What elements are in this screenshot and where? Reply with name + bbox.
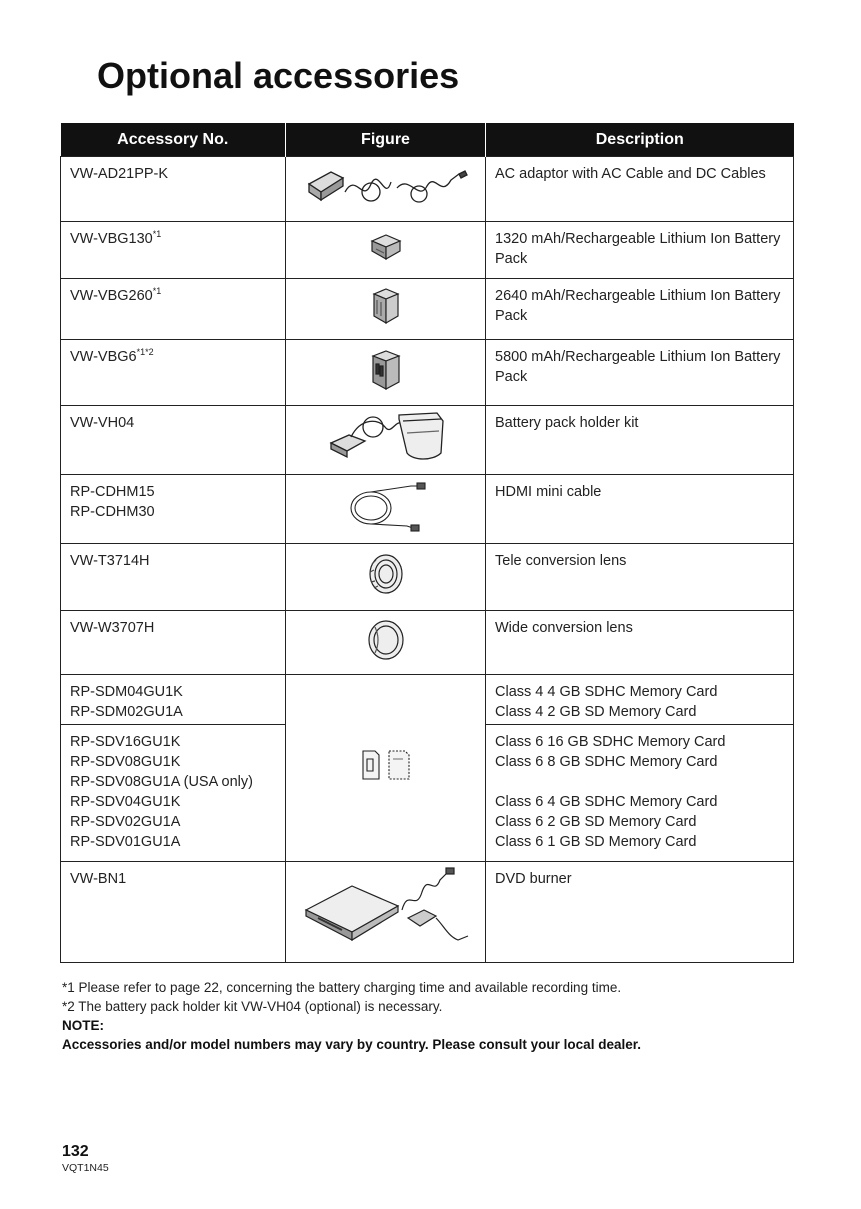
model-text: RP-SDM04GU1K (70, 684, 183, 700)
table-row (61, 862, 794, 963)
accessories-table (60, 123, 794, 963)
accessory-no (61, 279, 286, 340)
figure-cell (286, 544, 486, 611)
figure-cell (286, 157, 486, 222)
accessory-no: VW-VH04 (61, 406, 286, 475)
document-code: VQT1N45 (62, 1162, 109, 1174)
model-text: RP-CDHM15 (70, 484, 155, 500)
description (486, 675, 794, 725)
wide-lens-icon (365, 617, 407, 663)
description: 1320 mAh/Rechargeable Lithium Ion Battery Pack (486, 222, 794, 279)
figure-cell (286, 475, 486, 544)
figure-cell (286, 611, 486, 675)
model-text: VW-VBG130 (70, 231, 153, 247)
accessory-no (61, 222, 286, 279)
table-row (61, 340, 794, 406)
hdmi-cable-icon (341, 478, 431, 534)
description: AC adaptor with AC Cable and DC Cables (486, 157, 794, 222)
model-text: VW-VBG6 (70, 349, 137, 365)
page-number: 132 (62, 1143, 89, 1160)
figure-cell (286, 222, 486, 279)
card-description: Class 4 4 GB SDHC Memory Card (495, 684, 718, 700)
table-row (61, 157, 794, 222)
battery-small-icon (368, 231, 404, 263)
ac-adaptor-icon (301, 162, 471, 210)
figure-cell (286, 340, 486, 406)
footnote: *1 Please refer to page 22, concerning the battery charging time and available recording time. (62, 980, 622, 995)
card-description: Class 4 2 GB SD Memory Card (495, 704, 697, 720)
accessory-no: VW-T3714H (61, 544, 286, 611)
figure-cell (286, 406, 486, 475)
battery-medium-icon (370, 286, 402, 326)
header-accessory-no: Accessory No. (61, 123, 286, 157)
footnote-ref: *1*2 (136, 347, 154, 357)
accessory-no: VW-W3707H (61, 611, 286, 675)
dvd-burner-icon (298, 866, 474, 952)
table-header-row (61, 123, 794, 157)
card-description (495, 772, 784, 792)
card-description: Class 6 8 GB SDHC Memory Card (495, 754, 718, 770)
footnote-ref: *1 (152, 229, 162, 239)
table-row (61, 279, 794, 340)
notes-section (62, 978, 641, 1054)
table-row (61, 675, 794, 725)
battery-holder-icon (321, 409, 451, 465)
description: 5800 mAh/Rechargeable Lithium Ion Battery Pack (486, 340, 794, 406)
figure-cell (286, 279, 486, 340)
model-text: RP-SDV01GU1A (70, 834, 181, 850)
footnote-ref: *1 (152, 286, 162, 296)
header-description: Description (486, 123, 794, 157)
model-text: VW-VBG260 (70, 288, 153, 304)
header-figure: Figure (286, 123, 486, 157)
table-row (61, 611, 794, 675)
tele-lens-icon (364, 550, 408, 598)
description: DVD burner (486, 862, 794, 963)
accessory-no: VW-AD21PP-K (61, 157, 286, 222)
accessory-no (61, 675, 286, 725)
table-row (61, 222, 794, 279)
accessory-no (61, 725, 286, 862)
sd-card-icon (359, 745, 413, 785)
accessory-no (61, 340, 286, 406)
figure-cell (286, 862, 486, 963)
card-description: Class 6 16 GB SDHC Memory Card (495, 734, 726, 750)
accessory-no (61, 475, 286, 544)
table-row (61, 406, 794, 475)
note-label: NOTE: (62, 1018, 104, 1033)
model-text: RP-SDV02GU1A (70, 814, 181, 830)
card-description: Class 6 2 GB SD Memory Card (495, 814, 697, 830)
description: Tele conversion lens (486, 544, 794, 611)
page-title: Optional accessories (97, 55, 460, 96)
description: Battery pack holder kit (486, 406, 794, 475)
model-text: RP-SDV04GU1K (70, 794, 181, 810)
table-row (61, 475, 794, 544)
model-text: RP-SDV16GU1K (70, 734, 181, 750)
battery-large-icon (369, 348, 403, 392)
figure-cell (286, 675, 486, 862)
footnote: *2 The battery pack holder kit VW-VH04 (optional) is necessary. (62, 999, 443, 1014)
description: 2640 mAh/Rechargeable Lithium Ion Battery Pack (486, 279, 794, 340)
description (486, 725, 794, 862)
model-text: RP-SDV08GU1A (USA only) (70, 774, 253, 790)
model-text: RP-CDHM30 (70, 504, 155, 520)
note-text: Accessories and/or model numbers may vary by country. Please consult your local dealer. (62, 1037, 641, 1052)
model-text: RP-SDM02GU1A (70, 704, 183, 720)
card-description: Class 6 4 GB SDHC Memory Card (495, 794, 718, 810)
card-description: Class 6 1 GB SD Memory Card (495, 834, 697, 850)
description: Wide conversion lens (486, 611, 794, 675)
model-text: RP-SDV08GU1K (70, 754, 181, 770)
accessory-no: VW-BN1 (61, 862, 286, 963)
table-row (61, 544, 794, 611)
description: HDMI mini cable (486, 475, 794, 544)
